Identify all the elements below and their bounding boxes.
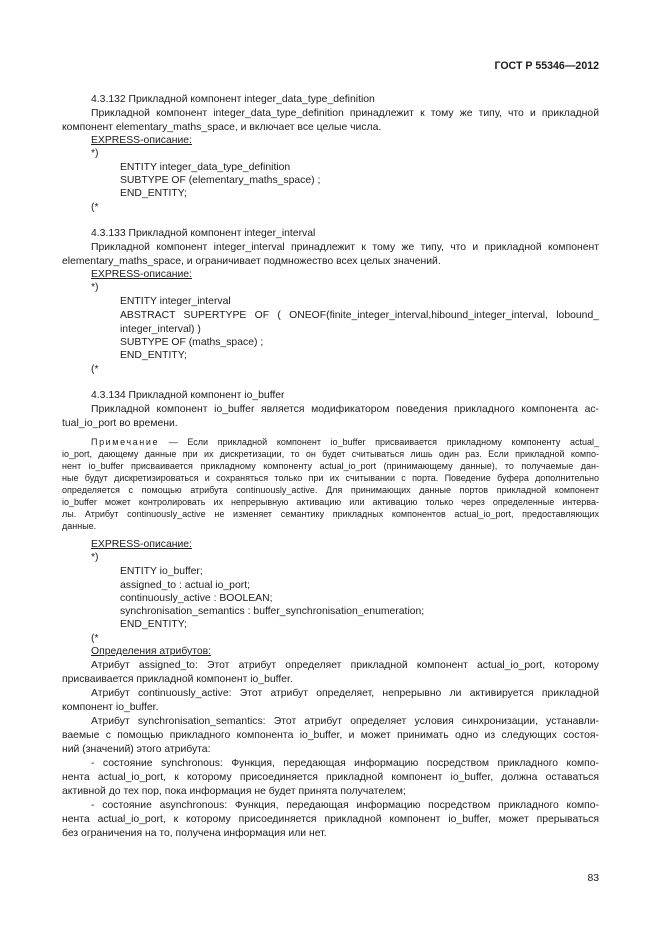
code-line: SUBTYPE OF (maths_space) ; bbox=[120, 337, 264, 348]
note-line: нент io_buffer присваивается прикладному компоненту actual_io_port (принимающему данные), то получаемые дан- bbox=[62, 461, 599, 471]
code-line: END_ENTITY; bbox=[120, 350, 187, 361]
paragraph-line: Прикладной компонент io_buffer является модификатором поведения прикладного компонента ac- bbox=[91, 404, 599, 415]
list-item-line: активной до тех пор, пока информация не будет принята получателем; bbox=[62, 786, 406, 797]
note-line: io_port, дающему данные при их дискретизации, то он будет считываться лишь один раз. Если прикладной компо- bbox=[62, 449, 599, 459]
note-dash: — bbox=[168, 437, 178, 447]
section-heading: 4.3.134 Прикладной компонент io_buffer bbox=[91, 390, 285, 401]
paragraph-line: ний (значений) этого атрибута: bbox=[62, 744, 211, 755]
note-line: определяется с помощью атрибута continuously_active. Для принимающих данные портов прикладной компонент bbox=[62, 485, 599, 495]
attributes-label: Определения атрибутов: bbox=[91, 646, 212, 657]
list-item-line: нента actual_io_port, к которому присоединяется прикладной компонент io_buffer, должна оставаться bbox=[62, 772, 599, 783]
paragraph-line: Прикладной компонент integer_data_type_definition принадлежит к тому же типу, что и прикладной bbox=[91, 108, 599, 119]
note-first-line bbox=[91, 436, 599, 448]
list-item-line: - состояние asynchronous: Функция, передающая информацию посредством прикладного компо- bbox=[91, 800, 599, 811]
express-label: EXPRESS-описание: bbox=[91, 539, 192, 550]
code-line: ENTITY integer_interval bbox=[120, 296, 231, 307]
paragraph-line: Атрибут assigned_to: Этот атрибут определяет прикладной компонент actual_io_port, которому bbox=[91, 660, 599, 671]
express-label: EXPRESS-описание: bbox=[91, 269, 192, 280]
section-heading: 4.3.133 Прикладной компонент integer_interval bbox=[91, 228, 316, 239]
code-line: ENTITY integer_data_type_definition bbox=[120, 162, 291, 173]
list-item-line: без ограничения на то, получена информация или нет. bbox=[62, 828, 327, 839]
code-line: END_ENTITY; bbox=[120, 619, 187, 630]
note-line: данные. bbox=[62, 521, 97, 531]
code-close: (* bbox=[91, 364, 99, 375]
code-line: END_ENTITY; bbox=[120, 188, 187, 199]
list-item-line: нента actual_io_port, к которому присоединяется прикладной компонент io_buffer, может прерываться bbox=[62, 814, 599, 825]
express-label: EXPRESS-описание: bbox=[91, 135, 192, 146]
paragraph-line: ваемые с помощью прикладного компонента io_buffer, и может принимать одно из следующих состоя- bbox=[62, 730, 599, 741]
code-line: integer_interval) ) bbox=[120, 324, 201, 335]
code-line: assigned_to : actual io_port; bbox=[120, 580, 250, 591]
code-open: *) bbox=[91, 552, 99, 563]
document-header: ГОСТ Р 55346—2012 bbox=[494, 60, 599, 72]
code-close: (* bbox=[91, 202, 99, 213]
code-line: ABSTRACT SUPERTYPE OF ( ONEOF(finite_integer_interval,hibound_integer_interval, lobound_ bbox=[120, 310, 599, 321]
paragraph-line: Атрибут synchronisation_semantics: Этот атрибут определяет условия синхронизации, устанавли- bbox=[91, 716, 599, 727]
paragraph-line: Атрибут continuously_active: Этот атрибут определяет, непрерывно ли активируется прикладной bbox=[91, 688, 599, 699]
page-number: 83 bbox=[587, 873, 599, 884]
note-text: Если прикладной компонент io_buffer присваивается прикладному компоненту actual_ bbox=[187, 437, 599, 447]
paragraph-line: присваивается прикладной компонент io_buffer. bbox=[62, 674, 293, 685]
code-line: continuously_active : BOOLEAN; bbox=[120, 593, 273, 604]
paragraph-line: elementary_maths_space, и ограничивает подмножество всех целых значений. bbox=[62, 256, 441, 267]
section-heading: 4.3.132 Прикладной компонент integer_data_type_definition bbox=[91, 94, 375, 105]
code-line: synchronisation_semantics : buffer_synchronisation_enumeration; bbox=[120, 606, 425, 617]
code-line: ENTITY io_buffer; bbox=[120, 566, 203, 577]
note-line: ные будут дискретизироваться и сохраняться только при их считывании с порта. Поведение буфера дополнительно bbox=[62, 473, 599, 483]
code-open: *) bbox=[91, 148, 99, 159]
paragraph-line: Прикладной компонент integer_interval принадлежит к тому же типу, что и прикладной компонент bbox=[91, 242, 599, 253]
note-line: io_buffer может контролировать их непрерывную активацию или активацию только через определенные интерва- bbox=[62, 497, 599, 507]
note-label: Примечание bbox=[91, 437, 160, 447]
paragraph-line: компонент io_buffer. bbox=[62, 702, 159, 713]
paragraph-line: компонент elementary_maths_space, и включает все целые числа. bbox=[62, 122, 382, 133]
code-close: (* bbox=[91, 633, 99, 644]
paragraph-line: tual_io_port во времени. bbox=[62, 418, 178, 429]
list-item-line: - состояние synchronous: Функция, передающая информацию посредством прикладного компо- bbox=[91, 758, 599, 769]
code-line: SUBTYPE OF (elementary_maths_space) ; bbox=[120, 175, 321, 186]
code-open: *) bbox=[91, 282, 99, 293]
note-line: лы. Атрибут continuously_active не изменяет семантику прикладных компонентов actual_io_port, предоставляющих bbox=[62, 509, 599, 519]
